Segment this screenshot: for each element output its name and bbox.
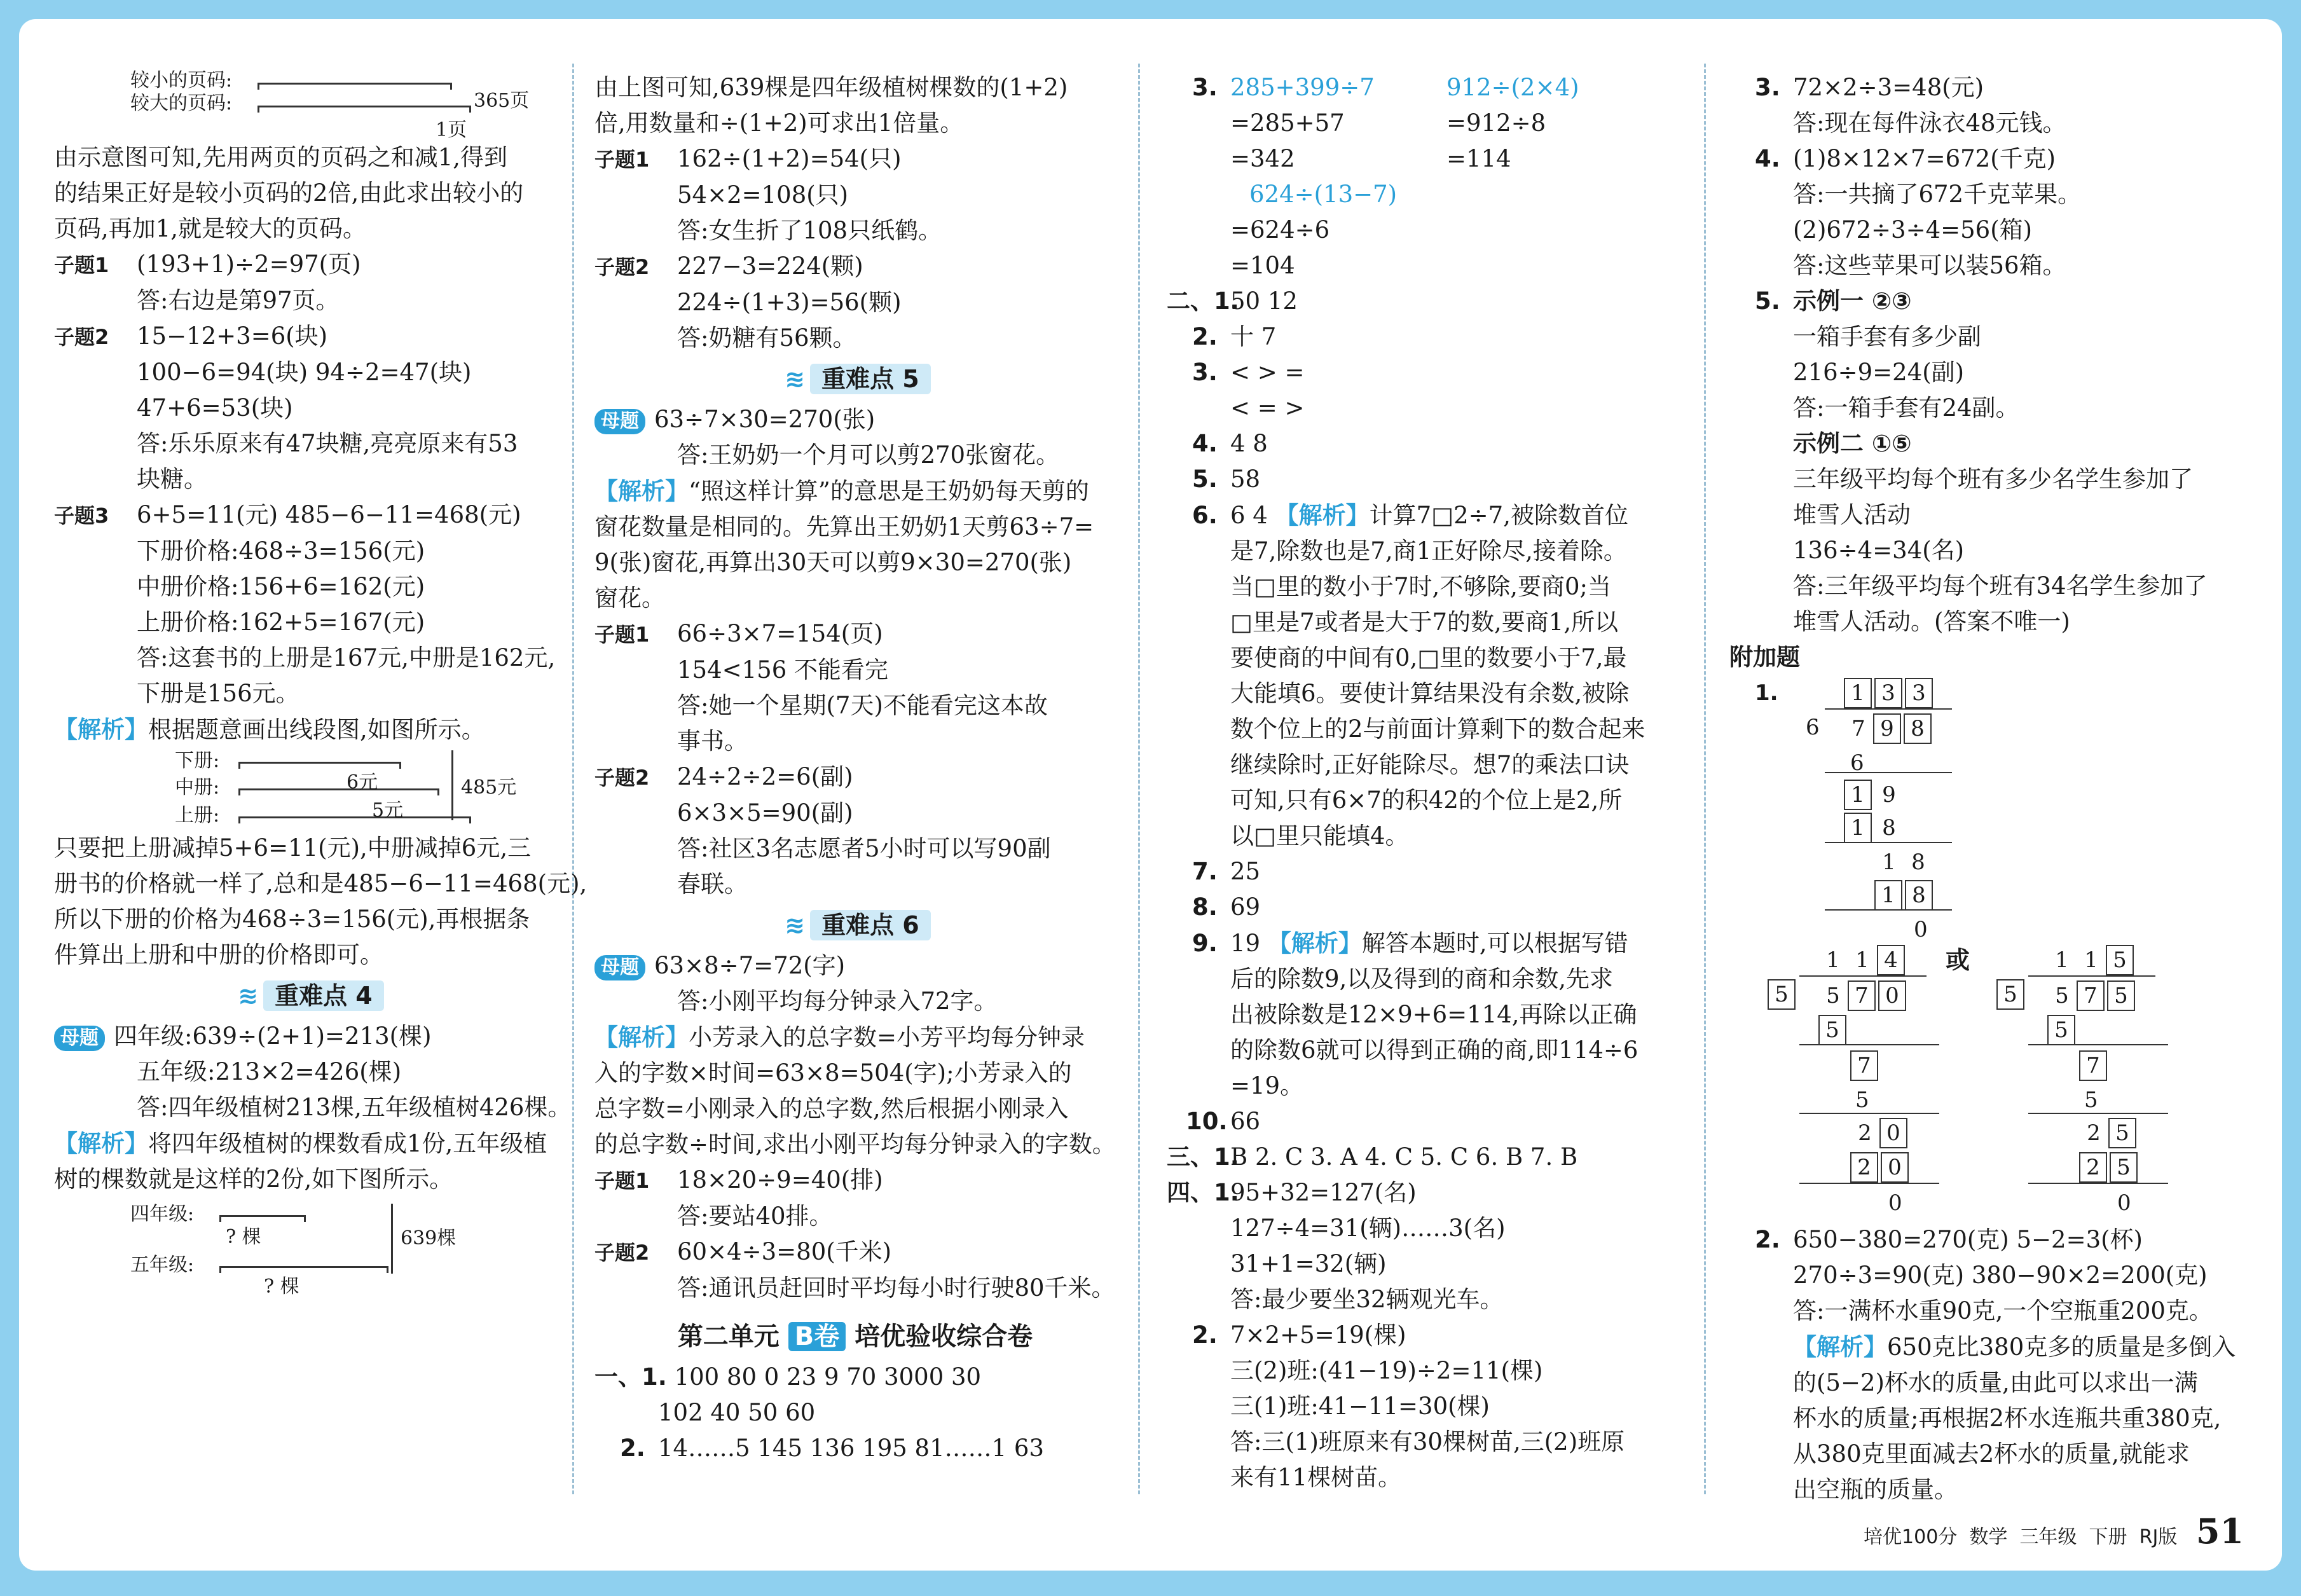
text-line: 要使商的中间有0,□里的数要小于7,最 <box>1230 644 1627 671</box>
five-label: 5元 <box>372 799 404 822</box>
step-digit: 1 <box>1844 780 1872 810</box>
text-line: 答:王奶奶一个月可以剪270张窗花。 <box>677 441 1060 469</box>
text-line: 270÷3=90(克) 380−90×2=200(克) <box>1793 1262 2208 1289</box>
question-number: 6. <box>1192 502 1218 529</box>
quotient-digit: 3 <box>1905 678 1933 708</box>
division-line <box>2028 1044 2168 1045</box>
page-number-diagram <box>54 70 563 140</box>
division-bar <box>2028 975 2155 977</box>
step-digit: 9 <box>1882 782 1896 808</box>
dividend-digit: 7 <box>2077 980 2105 1011</box>
text-line: 答:最少要坐32辆观光车。 <box>1230 1286 1504 1313</box>
question-number: 3. <box>1192 74 1218 101</box>
term-label: 下册 <box>2089 1526 2127 1548</box>
text-line: 102 40 50 60 <box>658 1399 816 1426</box>
text-line: 答:通讯员赶回时平均每小时行驶80千米。 <box>677 1274 1115 1302</box>
question-number: 一、1. <box>594 1363 667 1391</box>
grade-label: 三年级 <box>2019 1526 2077 1548</box>
step-digit: 1 <box>1844 813 1872 843</box>
brand-label: 培优100分 <box>1864 1526 1958 1548</box>
answer-text: 69 <box>1230 893 1261 921</box>
segment-grade5 <box>219 1266 388 1273</box>
text-line: 的结果正好是较小页码的2倍,由此求出较小的 <box>54 179 524 207</box>
quotient-digit: 1 <box>2055 947 2069 973</box>
question-number: 4. <box>1755 145 1780 172</box>
text-line: =19。 <box>1230 1072 1304 1099</box>
text-line: 47+6=53(块) <box>137 394 293 422</box>
text-line: 数个位上的2与前面计算剩下的数合起来 <box>1230 715 1645 743</box>
alternative-divisions <box>1729 942 2257 1222</box>
text-line: 页码,再加1,就是较大的页码。 <box>54 215 367 242</box>
text-line: (2)672÷3÷4=56(箱) <box>1793 216 2033 244</box>
or-label: 或 <box>1946 946 1970 974</box>
analysis-tag: 【解析】 <box>54 1129 148 1157</box>
answer-text: 58 <box>1230 465 1261 493</box>
division-line <box>2028 1183 2168 1184</box>
text-line: 答:奶糖有56颗。 <box>677 324 856 352</box>
step-digit: 2 <box>1858 1120 1872 1146</box>
step-digit: 2 <box>2079 1152 2107 1183</box>
text-line: (193+1)÷2=97(页) <box>137 251 361 278</box>
key-point-title: 重难点 5 <box>810 364 931 394</box>
answer-text: 十 7 <box>1230 323 1277 350</box>
mother-question-tag: 母题 <box>594 955 645 980</box>
answer-text: 50 12 <box>1230 287 1298 315</box>
text-line: 解答本题时,可以根据写错 <box>1361 930 1628 957</box>
text-line: 上册价格:162+5=167(元) <box>137 609 425 636</box>
text-line: 以□里只能填4。 <box>1230 822 1409 850</box>
mother-question-tag: 母题 <box>594 409 645 434</box>
expression: 624÷(13−7) <box>1249 181 1398 208</box>
large-label: 较大的页码: <box>130 92 233 114</box>
text-line: 倍,用数量和÷(1+2)可求出1倍量。 <box>594 109 964 137</box>
dividend-digit: 5 <box>2107 980 2135 1011</box>
step-digit: 2 <box>1850 1152 1878 1183</box>
text-line: 答:乐乐原来有47块糖,亮亮原来有53 <box>137 430 518 457</box>
text-line: 件算出上册和中册的价格即可。 <box>54 941 383 968</box>
text-line: 三年级平均每个班有多少名学生参加了 <box>1793 465 2193 493</box>
text-line: 来有11棵树苗。 <box>1230 1464 1402 1491</box>
divisor: 5 <box>1768 979 1796 1010</box>
text-line: 树的棵数就是这样的2份,如下图所示。 <box>54 1166 453 1193</box>
question-number: 8. <box>1192 893 1218 921</box>
text-line: 66÷3×7=154(页) <box>677 620 883 647</box>
quotient-digit: 4 <box>1877 945 1905 975</box>
answer-text: 4 8 <box>1230 430 1268 457</box>
text-line: 窗花。 <box>594 584 665 612</box>
mother-question-tag: 母题 <box>54 1026 105 1051</box>
text-line: 136÷4=34(名) <box>1793 537 1965 564</box>
dividend-digit: 9 <box>1873 713 1901 744</box>
expression: 285+399÷7 <box>1230 74 1375 101</box>
text-line: 60×4÷3=80(千米) <box>677 1238 892 1265</box>
tree-diagram <box>54 1197 563 1299</box>
unknown-grade5: ? 棵 <box>264 1276 299 1298</box>
step-digit: 8 <box>1905 880 1933 911</box>
text-line: 答:小刚平均每分钟录入72字。 <box>677 987 998 1015</box>
divisor: 6 <box>1806 715 1820 740</box>
key-point-heading: ≋ 重难点 6 <box>594 907 1116 943</box>
small-label: 较小的页码: <box>130 69 233 92</box>
text-line: =624÷6 <box>1230 216 1330 244</box>
text-line: 答:她一个星期(7天)不能看完这本故 <box>677 692 1048 719</box>
text-line: 7×2+5=19(棵) <box>1230 1321 1406 1349</box>
long-division-2 <box>1768 942 1933 1216</box>
text-line: 五年级:213×2=426(棵) <box>137 1058 402 1085</box>
question-number: 2. <box>1192 323 1218 350</box>
subject-label: 数学 <box>1969 1526 2008 1548</box>
text-line: 154<156 不能看完 <box>677 656 889 684</box>
analysis-tag: 【解析】 <box>594 477 689 505</box>
question-number: 四、1. <box>1167 1179 1239 1206</box>
question-number: 10. <box>1186 1108 1228 1135</box>
column-2 <box>594 70 1116 1466</box>
step-value: 5 <box>1855 1087 1869 1113</box>
remainder: 0 <box>1914 917 1928 942</box>
text-line: 出空瓶的质量。 <box>1793 1476 1958 1503</box>
text-line: 出被除数是12×9+6=114,再除以正确 <box>1230 1001 1637 1028</box>
step-value: 5 <box>2084 1087 2098 1113</box>
division-line <box>2028 1113 2168 1114</box>
text-line: 由示意图可知,先用两页的页码之和减1,得到 <box>54 144 508 171</box>
key-point-heading: ≋ 重难点 4 <box>54 978 563 1014</box>
brace <box>451 750 453 820</box>
text-line: 14……5 145 136 195 81……1 63 <box>658 1434 1044 1462</box>
segment-lower <box>238 762 401 769</box>
text-line: 答:三年级平均每个班有34名学生参加了 <box>1793 572 2208 600</box>
text-line: 100−6=94(块) 94÷2=47(块) <box>137 359 472 386</box>
text-line: 答:社区3名志愿者5小时可以写90副 <box>677 835 1051 862</box>
text-line: 答:这些苹果可以装56箱。 <box>1793 252 2066 279</box>
text-line: □里是7或者是大于7的数,要商1,所以 <box>1230 609 1619 636</box>
step-value: 5 <box>2047 1015 2075 1045</box>
step-digit: 1 <box>1874 880 1902 911</box>
text-line: 的总字数÷时间,求出小刚平均每分钟录入的字数。 <box>594 1131 1116 1158</box>
text-line: 三(2)班:(41−19)÷2=11(棵) <box>1230 1357 1543 1384</box>
question-number: 5. <box>1755 287 1780 315</box>
text-line: 224÷(1+3)=56(颗) <box>677 289 902 316</box>
segment-grade4 <box>219 1215 306 1222</box>
text-line: 答:这套书的上册是167元,中册是162元, <box>137 644 556 671</box>
text-line: 100 80 0 23 9 70 3000 30 <box>674 1363 982 1391</box>
quotient-digit: 1 <box>1844 678 1872 708</box>
text-line: 从380克里面减去2杯水的质量,就能求 <box>1793 1440 2190 1468</box>
unit-label: 第二单元 <box>677 1322 780 1351</box>
analysis-tag: 【解析】 <box>594 1023 689 1051</box>
grade4-label: 四年级: <box>130 1203 195 1225</box>
text-line: 的除数6就可以得到正确的商,即114÷6 <box>1230 1036 1638 1064</box>
text-line: 事书。 <box>677 727 748 755</box>
text-line: 册书的价格就一样了,总和是485−6−11=468(元), <box>54 870 587 897</box>
quotient-digit: 1 <box>1826 947 1840 973</box>
segment-upper <box>238 816 471 823</box>
text-line: 块糖。 <box>137 465 207 493</box>
text-line: 答:一满杯水重90克,一个空瓶重200克。 <box>1793 1297 2213 1324</box>
text-line: 三(1)班:41−11=30(棵) <box>1230 1393 1490 1420</box>
division-line <box>1825 842 1952 843</box>
subquestion-label: 子题1 <box>594 1169 650 1193</box>
diff-label: 1页 <box>436 119 467 141</box>
text-line: 6×3×5=90(副) <box>677 799 853 827</box>
text-line: 将四年级植树的棵数看成1份,五年级植 <box>148 1130 547 1157</box>
dividend-digit: 0 <box>1878 980 1906 1011</box>
page-number: 51 <box>2195 1511 2244 1551</box>
unknown-grade4: ? 棵 <box>226 1226 261 1248</box>
long-division-3 <box>1996 942 2162 1216</box>
question-number: 2. <box>620 1434 645 1462</box>
answer-text: 25 <box>1230 858 1261 885</box>
page-footer <box>1864 1511 2244 1551</box>
subquestion-label: 子题1 <box>54 253 109 277</box>
text-line: =342 <box>1230 145 1295 172</box>
quotient-digit: 1 <box>2084 947 2098 973</box>
column-divider <box>1704 64 1706 1494</box>
text-line: 31+1=32(辆) <box>1230 1250 1387 1277</box>
text-line: 可知,只有6×7的积42的个位上是2,所 <box>1230 787 1623 814</box>
division-line <box>1799 1183 1939 1184</box>
text-line: 中册价格:156+6=162(元) <box>137 573 425 600</box>
text-line: 95+32=127(名) <box>1230 1179 1417 1206</box>
answer-text: 6 4 <box>1230 502 1268 529</box>
division-line <box>1825 909 1952 911</box>
subquestion-label: 子题1 <box>594 623 650 647</box>
question-number: 2. <box>1755 1226 1780 1253</box>
division-line <box>1799 1113 1939 1114</box>
question-number: 4. <box>1192 430 1218 457</box>
text-line: 答:一箱手套有24副。 <box>1793 394 2019 422</box>
text-line: 下册是156元。 <box>137 680 299 707</box>
dividend-digit: 5 <box>1826 983 1840 1008</box>
column-4 <box>1729 70 2257 1508</box>
middle-label: 中册: <box>175 776 220 799</box>
key-point-title: 重难点 4 <box>263 980 384 1011</box>
text-line: 继续除时,正好能除尽。想7的乘法口诀 <box>1230 751 1630 778</box>
text-line: 春联。 <box>677 870 748 898</box>
book-price-diagram <box>54 748 563 830</box>
text-line: 18×20÷9=40(排) <box>677 1166 883 1194</box>
text-line: 窗花数量是相同的。先算出王奶奶1天剪63÷7= <box>594 513 1094 540</box>
key-point-title: 重难点 6 <box>810 910 931 940</box>
remainder: 0 <box>1888 1190 1902 1216</box>
step-digit: 8 <box>1911 850 1925 875</box>
answer-text: B 2. C 3. A 4. C 5. C 6. B 7. B <box>1230 1143 1578 1171</box>
text-line: 总字数=小刚录入的总字数,然后根据小刚录入 <box>594 1095 1069 1122</box>
key-point-heading: ≋ 重难点 5 <box>594 361 1116 397</box>
section-title <box>594 1319 1116 1354</box>
step-value: 7 <box>1850 1050 1878 1081</box>
text-line: =114 <box>1446 145 1511 172</box>
text-line: 9(张)窗花,再算出30天可以剪9×30=270(张) <box>594 549 1072 576</box>
text-line: “照这样计算”的意思是王奶奶每天剪的 <box>689 478 1089 505</box>
text-line: 15−12+3=6(块) <box>137 322 328 350</box>
answer-text: 66 <box>1230 1108 1261 1135</box>
question-number: 5. <box>1192 465 1218 493</box>
column-3 <box>1167 70 1701 1496</box>
dividend-digit: 5 <box>2055 983 2069 1008</box>
text-line: 小芳录入的总字数=小芳平均每分钟录 <box>689 1024 1085 1051</box>
text-line: 答:女生折了108只纸鹤。 <box>677 217 942 244</box>
question-number: 9. <box>1192 930 1218 957</box>
analysis-tag: 【解析】 <box>54 715 148 743</box>
lower-label: 下册: <box>175 750 220 772</box>
segment-middle <box>238 788 439 795</box>
question-number: 7. <box>1192 858 1218 885</box>
step-digit: 2 <box>2087 1120 2101 1146</box>
long-division-1 <box>1729 675 2257 942</box>
text-line: 6+5=11(元) 485−6−11=468(元) <box>137 501 521 528</box>
subquestion-label: 子题2 <box>54 325 109 349</box>
text-line: 63÷7×30=270(张) <box>654 406 876 433</box>
text-line: =104 <box>1230 252 1295 279</box>
text-line: 当□里的数小于7时,不够除,要商0;当 <box>1230 573 1612 600</box>
text-line: 127÷4=31(辆)……3(名) <box>1230 1214 1506 1242</box>
six-label: 6元 <box>347 771 378 794</box>
example-label: 示例一 ②③ <box>1793 287 1912 315</box>
edition-label: RJ版 <box>2139 1526 2178 1548</box>
analysis-tag: 【解析】 <box>1267 929 1362 957</box>
analysis-tag: 【解析】 <box>1275 501 1370 529</box>
column-divider <box>572 64 574 1494</box>
division-line <box>1825 772 1952 773</box>
question-number: 3. <box>1192 359 1218 386</box>
question-number: 2. <box>1192 1321 1218 1349</box>
text-line: 杯水的质量;再根据2杯水连瓶共重380克, <box>1793 1405 2222 1432</box>
dividend-digit: 7 <box>1851 716 1865 741</box>
total-label: 639棵 <box>401 1227 457 1249</box>
text-line: 227−3=224(颗) <box>677 252 863 280</box>
question-number: 二、1. <box>1167 287 1239 315</box>
subquestion-label: 子题2 <box>594 766 650 790</box>
bonus-heading: 附加题 <box>1729 643 1800 671</box>
text-line: 答:四年级植树213棵,五年级植树426棵。 <box>137 1094 572 1121</box>
example-label: 示例二 ①⑤ <box>1793 430 1912 457</box>
analysis-tag: 【解析】 <box>1793 1333 1887 1361</box>
page <box>19 19 2282 1571</box>
step-value: 7 <box>2079 1050 2107 1081</box>
dividend-digit: 7 <box>1848 980 1876 1011</box>
text-line: 答:右边是第97页。 <box>137 287 340 314</box>
division-bar <box>1825 708 1952 710</box>
expression: 912÷(2×4) <box>1446 74 1579 101</box>
text-line: 大能填6。要使计算结果没有余数,被除 <box>1230 680 1630 707</box>
text-line: 的(5−2)杯水的质量,由此可以求出一满 <box>1793 1369 2198 1396</box>
text-line: 650−380=270(克) 5−2=3(杯) <box>1793 1226 2143 1253</box>
volume-badge: B卷 <box>788 1322 846 1351</box>
text-line: 答:三(1)班原来有30棵树苗,三(2)班原 <box>1230 1428 1625 1455</box>
subquestion-label: 子题2 <box>594 255 650 279</box>
division-bar <box>1799 975 1927 977</box>
text-line: =285+57 <box>1230 109 1345 137</box>
text-line: 计算7□2÷7,被除数首位 <box>1369 502 1628 529</box>
text-line: 162÷(1+2)=54(只) <box>677 145 902 172</box>
text-line: 650克比380克多的质量是多倒入 <box>1887 1333 2236 1361</box>
upper-label: 上册: <box>175 804 220 827</box>
quotient-digit: 5 <box>2106 945 2134 975</box>
text-line: 72×2÷3=48(元) <box>1793 74 1984 101</box>
step-digit: 8 <box>1882 815 1896 841</box>
step-digit: 1 <box>1882 850 1896 875</box>
text-line: 入的字数×时间=63×8=504(字);小芳录入的 <box>594 1059 1072 1087</box>
remainder: 0 <box>2117 1190 2131 1216</box>
subquestion-label: 子题2 <box>594 1241 650 1265</box>
step-digit: 5 <box>2108 1118 2136 1148</box>
quotient-digit: 1 <box>1855 947 1869 973</box>
column-divider <box>1138 64 1140 1494</box>
text-line: 四年级:639÷(2+1)=213(棵) <box>114 1022 432 1050</box>
column-1 <box>54 69 587 1299</box>
text-line: 54×2=108(只) <box>677 181 849 209</box>
subquestion-label: 子题3 <box>54 504 109 528</box>
text-line: 堆雪人活动。(答案不唯一) <box>1793 608 2070 635</box>
segment-large <box>258 106 471 113</box>
grade5-label: 五年级: <box>130 1254 195 1276</box>
answer-text: < > = <box>1230 359 1305 386</box>
answer-text: < = > <box>1230 394 1305 422</box>
text-line: 后的除数9,以及得到的商和余数,先求 <box>1230 965 1614 993</box>
question-number: 3. <box>1755 74 1780 101</box>
brace <box>391 1204 393 1274</box>
text-line: 63×8÷7=72(字) <box>654 952 846 979</box>
text-line: 一箱手套有多少副 <box>1793 323 1981 350</box>
step-digit: 5 <box>2110 1152 2138 1183</box>
step-value: 6 <box>1850 750 1864 776</box>
question-number: 1. <box>1755 680 1778 706</box>
text-line: 堆雪人活动 <box>1793 501 1911 528</box>
text-line: 答:现在每件泳衣48元钱。 <box>1793 109 2066 137</box>
section-name: 培优验收综合卷 <box>855 1322 1033 1351</box>
answer-text: 19 <box>1230 930 1261 957</box>
step-digit: 0 <box>1879 1118 1907 1148</box>
text-line: 24÷2÷2=6(副) <box>677 763 853 790</box>
step-digit: 0 <box>1881 1152 1909 1183</box>
divisor: 5 <box>1996 979 2024 1010</box>
segment-small <box>258 83 452 90</box>
text-line: 下册价格:468÷3=156(元) <box>137 537 425 565</box>
text-line: (1)8×12×7=672(千克) <box>1793 145 2056 172</box>
total-label: 485元 <box>461 776 517 799</box>
text-line: 由上图可知,639棵是四年级植树棵数的(1+2) <box>594 74 1068 101</box>
text-line: 是7,除数也是7,商1正好除尽,接着除。 <box>1230 537 1627 565</box>
step-value: 5 <box>1818 1015 1846 1045</box>
text-line: 答:要站40排。 <box>677 1202 833 1230</box>
text-line: 答:一共摘了672千克苹果。 <box>1793 181 2082 208</box>
subquestion-label: 子题1 <box>594 148 650 172</box>
text-line: 只要把上册减掉5+6=11(元),中册减掉6元,三 <box>54 834 532 862</box>
dividend-digit: 8 <box>1904 713 1932 744</box>
text-line: =912÷8 <box>1446 109 1546 137</box>
quotient-digit: 3 <box>1874 678 1902 708</box>
question-number: 三、1. <box>1167 1143 1239 1171</box>
text-line: 216÷9=24(副) <box>1793 359 1965 386</box>
text-line: 所以下册的价格为468÷3=156(元),再根据条 <box>54 905 530 933</box>
text-line: 根据题意画出线段图,如图所示。 <box>148 716 485 743</box>
division-line <box>1799 1044 1939 1045</box>
total-label: 365页 <box>474 90 530 112</box>
